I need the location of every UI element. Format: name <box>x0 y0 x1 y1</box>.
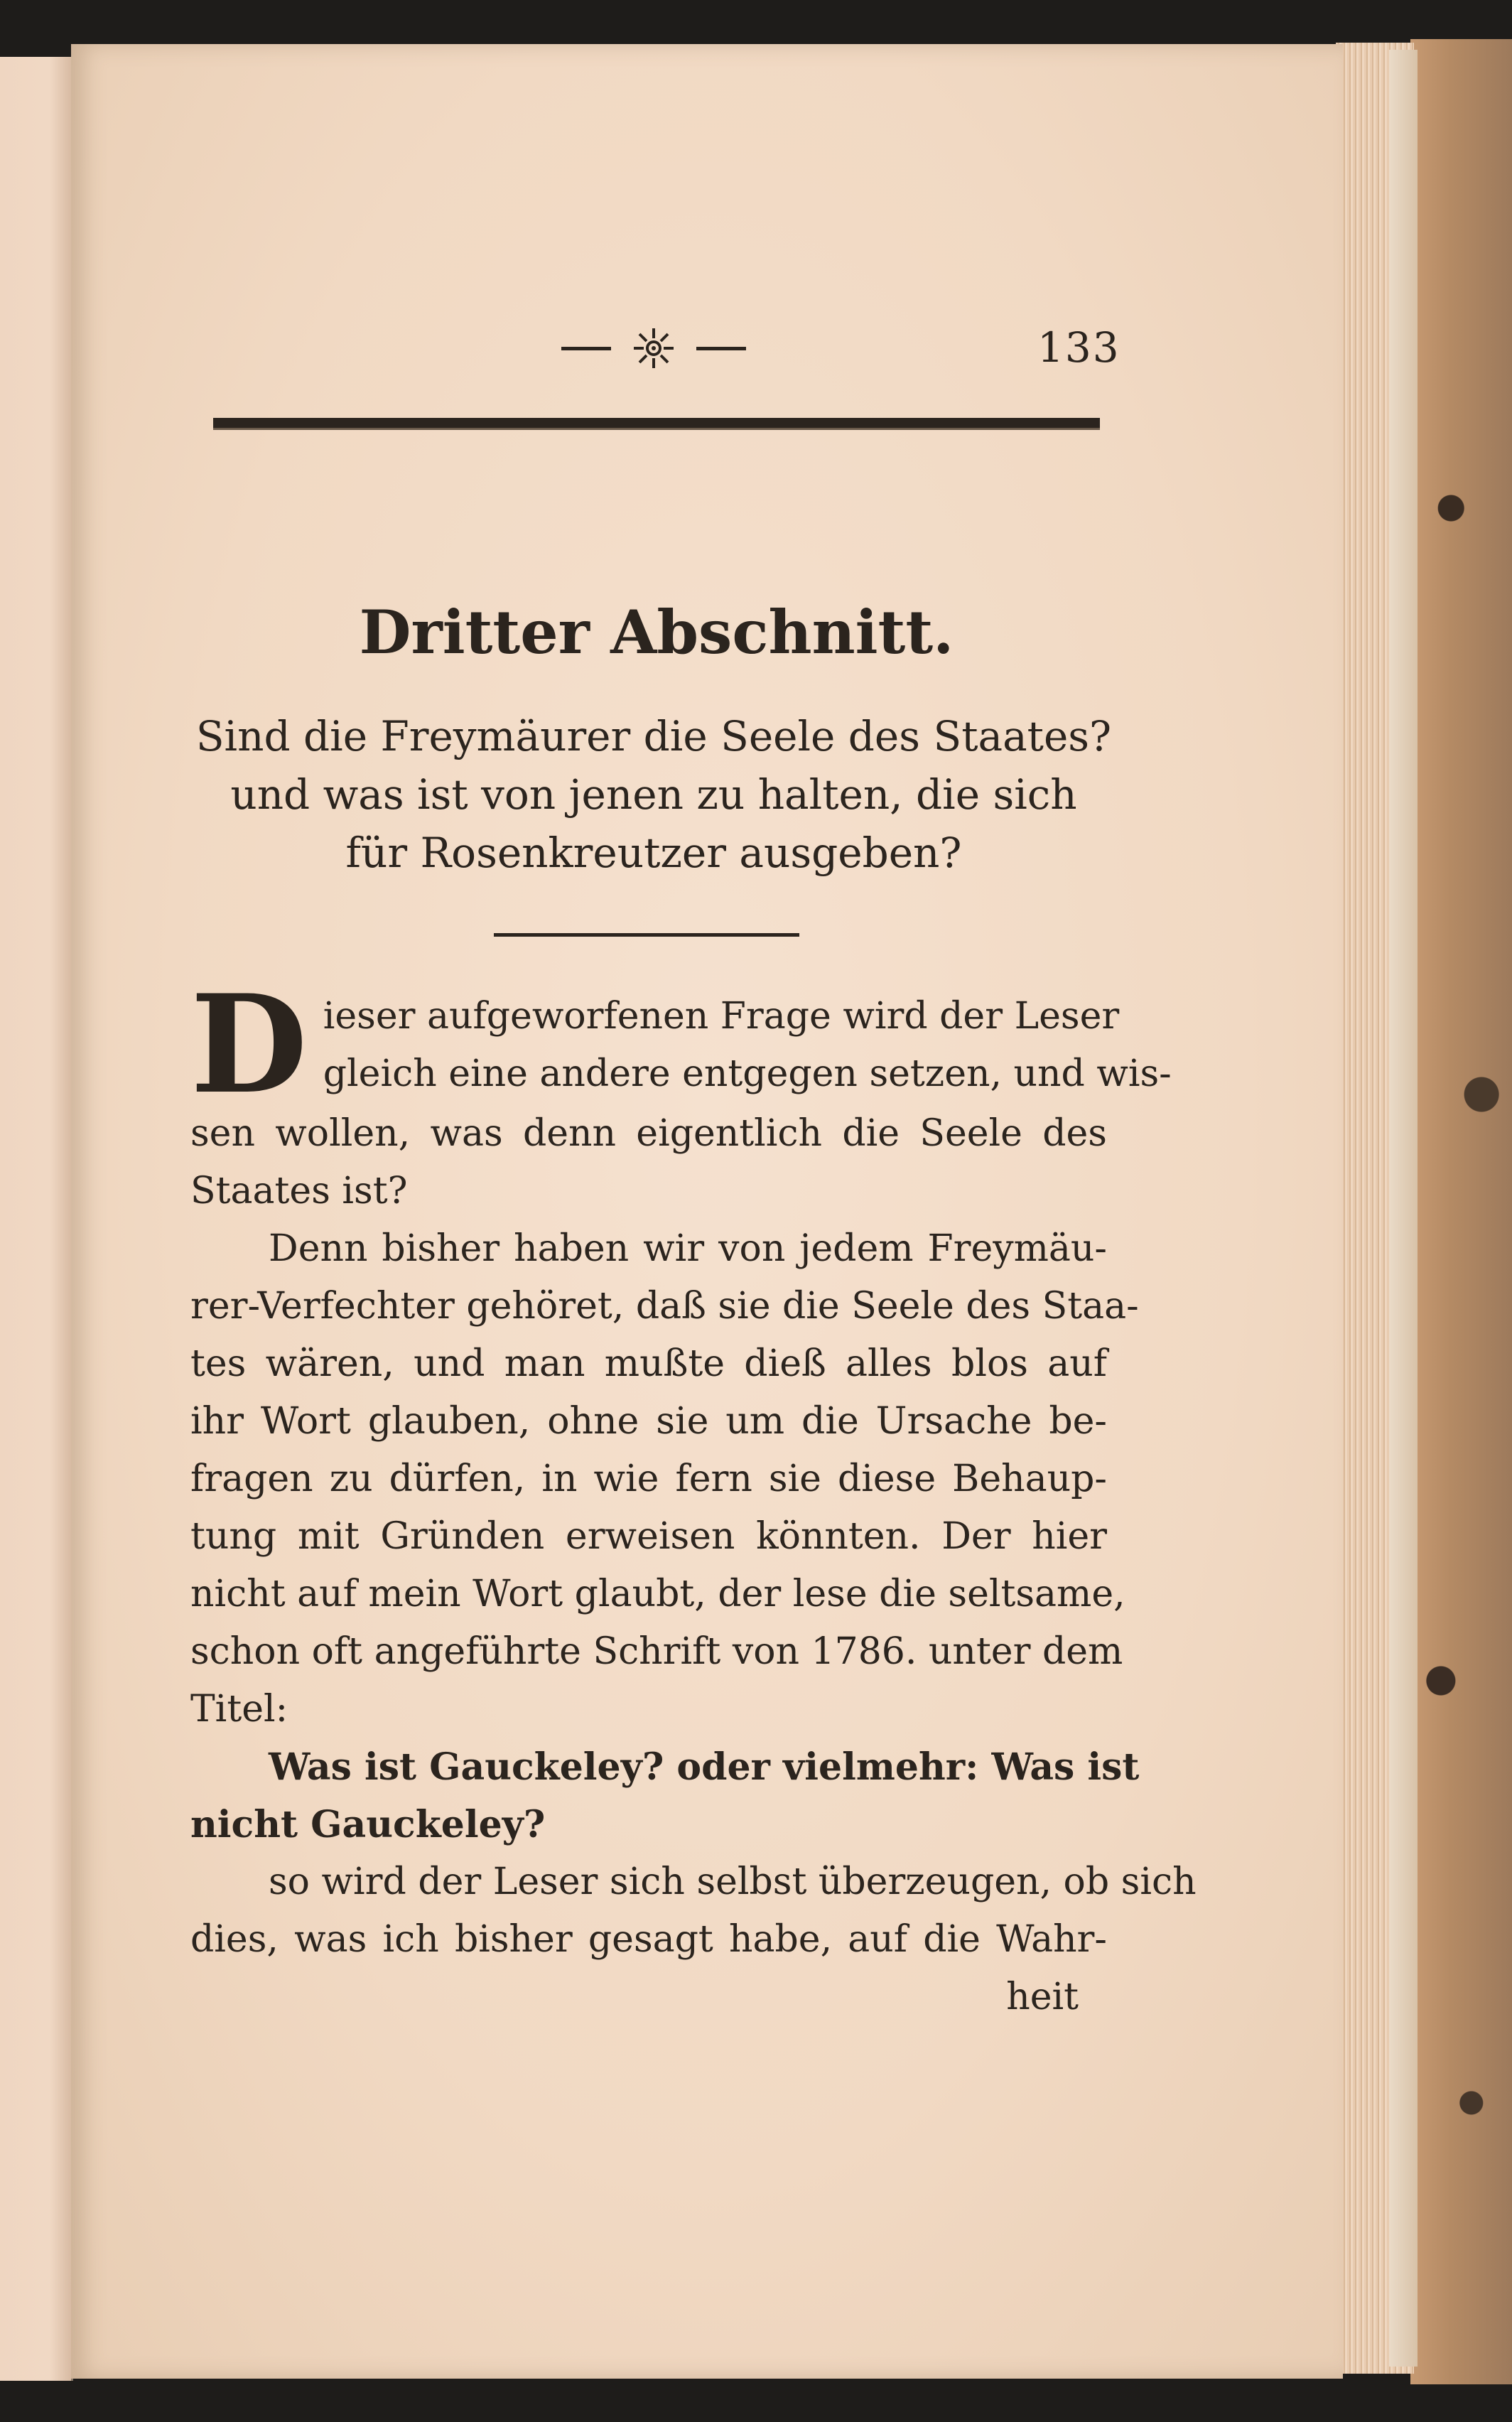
text-line: Titel: <box>190 1688 288 1731</box>
text-line: so wird der Leser sich selbst überzeugen, ob sich <box>269 1861 1197 1903</box>
book-cover <box>1410 39 1512 2384</box>
subtitle-line: für Rosenkreutzer ausgeben? <box>345 829 962 877</box>
text-line: Was ist Gauckeley? oder vielmehr: Was ist <box>269 1745 1140 1789</box>
text-line: fragen zu dürfen, in wie fern sie diese Behaup- <box>190 1458 1107 1500</box>
dash-right <box>696 347 746 350</box>
drop-cap: D <box>190 965 308 1124</box>
paragraph-4 <box>190 1853 1197 2026</box>
catchword: heit <box>1006 1976 1079 2018</box>
paragraph-2 <box>190 1220 1139 1738</box>
paragraph-3 <box>190 1738 1140 1853</box>
text-line: tes wären, und man mußte dieß alles blos auf <box>190 1342 1107 1385</box>
chapter-title: Dritter Abschnitt. <box>359 597 954 667</box>
facing-page-edge <box>0 57 73 2381</box>
body-text <box>190 965 1197 2026</box>
section-divider <box>494 933 799 937</box>
text-line: gleich eine andere entgegen setzen, und wis- <box>323 1053 1172 1095</box>
dash-left <box>561 347 611 350</box>
text-line: sen wollen, was denn eigentlich die Seele des <box>190 1112 1107 1155</box>
text-line: ihr Wort glauben, ohne sie um die Ursache be- <box>190 1400 1107 1443</box>
floral-ornament-icon <box>631 325 676 371</box>
text-line: Staates ist? <box>190 1170 408 1212</box>
text-line: rer-Verfechter gehöret, daß sie die Seele des Staa- <box>190 1285 1139 1328</box>
subtitle-line: Sind die Freymäurer die Seele des Staates? <box>195 712 1112 760</box>
text-line: nicht Gauckeley? <box>190 1803 546 1846</box>
chapter-subtitle <box>192 707 1116 882</box>
text-line: dies, was ich bisher gesagt habe, auf die Wahr- <box>190 1918 1107 1961</box>
running-head <box>526 316 782 380</box>
paragraph-1 <box>190 965 1172 1220</box>
subtitle-line: und was ist von jenen zu halten, die sich <box>230 770 1077 819</box>
text-line: Denn bisher haben wir von jedem Freymäu- <box>269 1227 1107 1270</box>
page-number: 133 <box>1037 323 1120 372</box>
head-rule <box>213 418 1100 430</box>
text-line: nicht auf mein Wort glaubt, der lese die seltsame, <box>190 1573 1125 1615</box>
text-line: schon oft angeführte Schrift von 1786. unter dem <box>190 1630 1123 1673</box>
text-line: tung mit Gründen erweisen könnten. Der hier <box>190 1515 1107 1558</box>
text-line: ieser aufgeworfenen Frage wird der Leser <box>323 995 1120 1038</box>
inner-board <box>1389 50 1418 2367</box>
